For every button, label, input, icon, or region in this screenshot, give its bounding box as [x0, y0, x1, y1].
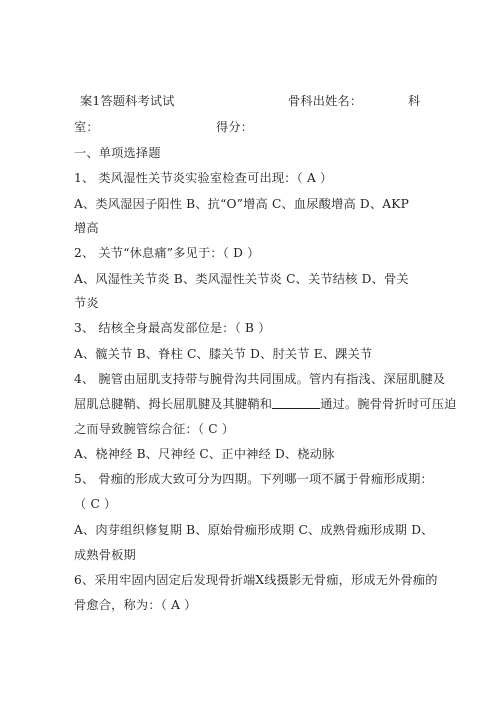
question-6-stem-line-2: 骨愈合，称为：（ A ）	[74, 598, 197, 612]
question-1-stem: 1、 类风湿性关节炎实验室检查可出现：（ A ）	[74, 171, 333, 185]
question-6-stem-line-1: 6、采用牢固内固定后发现骨折端X线摄影无骨痂，形成无外骨痂的	[74, 573, 438, 587]
question-2-stem: 2、 关节“休息痛”多见于：（ D ）	[74, 246, 260, 260]
exam-title-fragment: 案1答题科考试试	[80, 94, 175, 108]
score-label: 得分：	[216, 120, 254, 134]
question-5-options-line-2: 成熟骨板期	[74, 548, 136, 562]
question-4-text-before-blank: 屈肌总腱鞘、拇长屈肌腱及其腱鞘和	[74, 397, 273, 411]
department-label-part: 科	[408, 94, 421, 108]
question-4-text-after-blank: 通过。腕骨骨折时可压迫	[320, 397, 457, 411]
fill-in-blank	[272, 398, 320, 409]
question-1-options-line-1: A、类风湿因子阳性 B、抗“O”增高 C、血尿酸增高 D、AKP	[74, 197, 409, 211]
question-3-options: A、髋关节 B、脊柱 C、膝关节 D、肘关节 E、踝关节	[74, 347, 373, 361]
section-title: 一、单项选择题	[74, 146, 161, 160]
room-label: 室：	[74, 120, 99, 134]
question-5-stem-line-2: （ C ）	[74, 497, 117, 511]
question-2-options-line-1: A、风湿性关节炎 B、类风湿性关节炎 C、关节结核 D、骨关	[74, 272, 409, 286]
question-1-options-line-2: 增高	[74, 221, 99, 235]
question-5-stem-line-1: 5、 骨痂的形成大致可分为四期。下列哪一项不属于骨痂形成期：	[74, 472, 433, 486]
question-4-stem-line-2	[74, 397, 457, 411]
question-5-options-line-1: A、肉芽组织修复期 B、原始骨痂形成期 C、成熟骨痂形成期 D、	[74, 523, 434, 537]
name-label: 骨科出姓名：	[288, 94, 363, 108]
question-4-stem-line-3: 之而导致腕管综合征：（ C ）	[74, 422, 235, 436]
question-3-stem: 3、 结核全身最高发部位是：（ B ）	[74, 321, 271, 335]
question-2-options-line-2: 节炎	[74, 296, 99, 310]
question-4-stem-line-1: 4、 腕管由屈肌支持带与腕骨沟共同围成。管内有指浅、深屈肌腱及	[74, 372, 446, 386]
question-4-options: A、桡神经 B、尺神经 C、正中神经 D、桡动脉	[74, 447, 335, 461]
